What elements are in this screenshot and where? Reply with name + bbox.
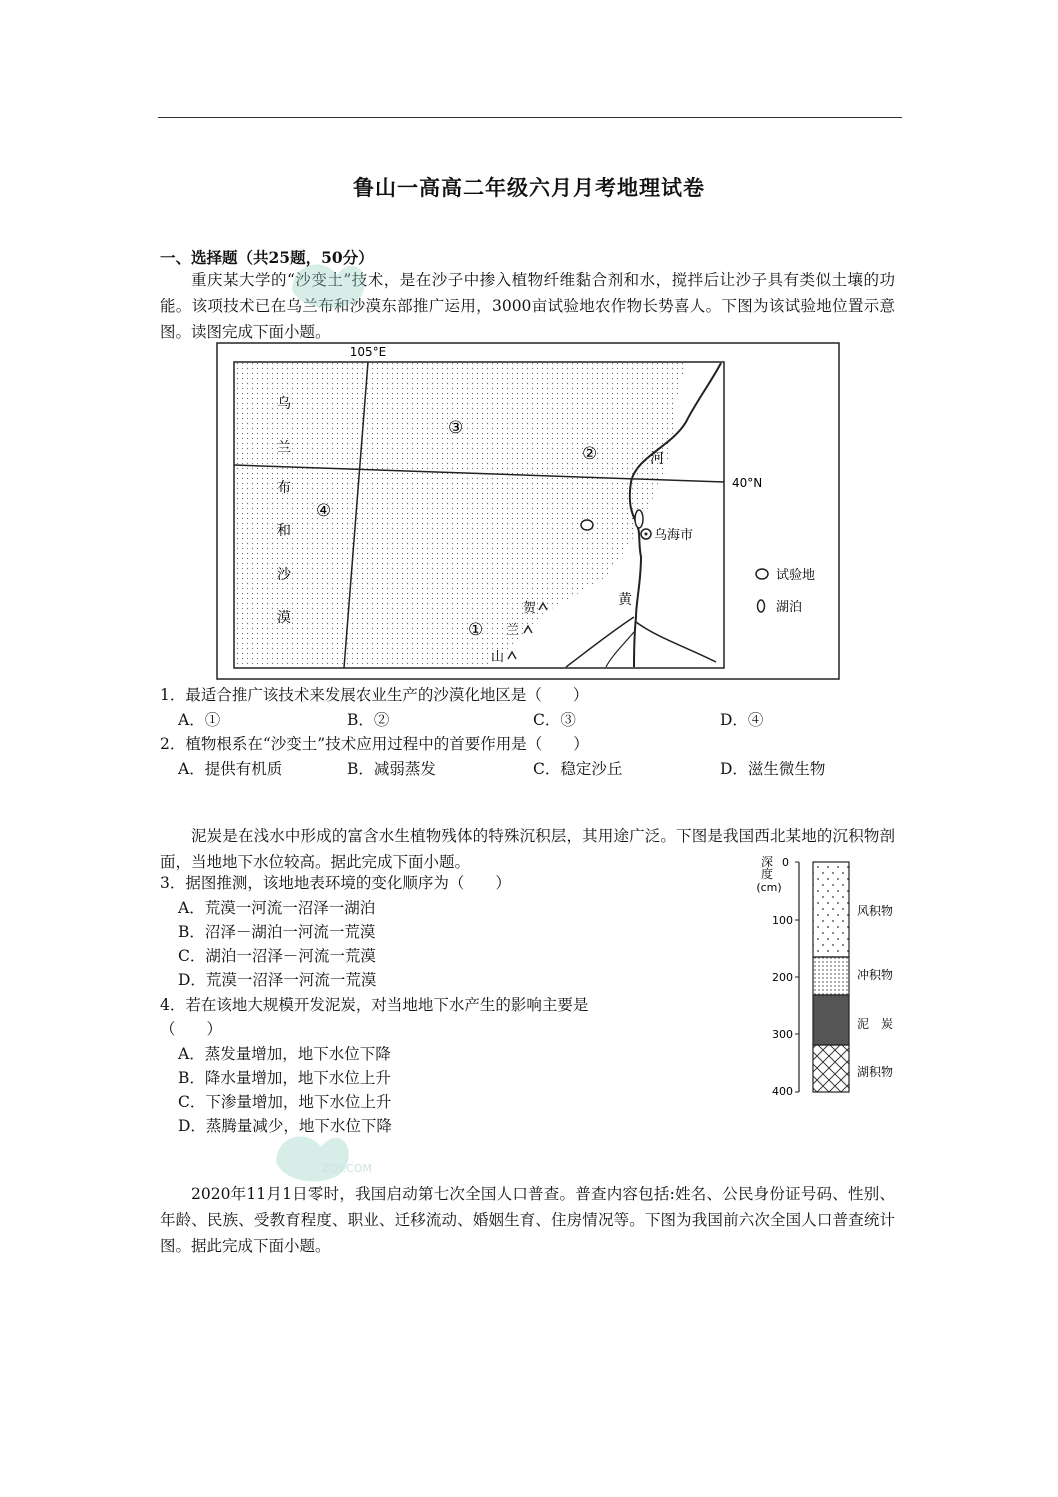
marker-2: ② — [582, 444, 598, 464]
lat-label: 40°N — [732, 476, 763, 490]
q4-option-b[interactable]: B．降水量增加，地下水位上升 — [178, 1069, 391, 1087]
desert-char: 乌 — [277, 396, 291, 412]
q3-option-a[interactable]: A．荒漠一河流一沼泽一湖泊 — [178, 899, 376, 917]
marker-3: ③ — [448, 418, 464, 438]
sediment-profile — [745, 852, 925, 1102]
q2-option-b[interactable]: B．减弱蒸发 — [347, 760, 436, 778]
tick-label: 300 — [772, 1028, 793, 1041]
q2-option-a[interactable]: A．提供有机质 — [178, 760, 283, 778]
location-map — [216, 342, 840, 680]
q2-option-c[interactable]: C．稳定沙丘 — [533, 760, 623, 778]
layer-alluvial — [813, 957, 849, 995]
question-4-stem: 4．若在该地大规模开发泥炭，对当地地下水产生的影响主要是 — [160, 996, 589, 1014]
watermark-text: ZQY.COM — [322, 1162, 373, 1175]
legend-lake-icon — [758, 600, 765, 612]
layer-aeolian — [813, 862, 849, 957]
desert-char: 和 — [277, 523, 291, 539]
marker-4: ④ — [316, 501, 332, 521]
intro-paragraph-3: 2020年11月1日零时，我国启动第七次全国人口普查。普查内容包括:姓名、公民身份证号码、性别、年龄、民族、受教育程度、职业、迁移流动、婚姻生育、住房情况等。下图为我国前六次全国人口普查统计图。据此完成下面小题。 — [160, 1185, 895, 1255]
tick-label: 400 — [772, 1085, 793, 1098]
q3-option-d[interactable]: D．荒漠一沼泽一河流一荒漠 — [178, 971, 377, 989]
legend-site-icon — [756, 569, 768, 579]
tick-label: 0 — [782, 856, 789, 869]
header-rule — [158, 117, 902, 118]
q1-option-c[interactable]: C．③ — [533, 711, 576, 729]
river-char-he: 河 — [650, 451, 664, 467]
depth-label: 度 — [760, 867, 774, 881]
depth-label: 深 — [760, 855, 774, 869]
q2-option-d[interactable]: D．滋生微生物 — [720, 760, 826, 778]
q1-option-d[interactable]: D．④ — [720, 711, 764, 729]
tick-label: 100 — [772, 914, 793, 927]
mountain-char: 兰 — [506, 623, 520, 638]
desert-char: 布 — [277, 480, 291, 496]
test-site-icon — [581, 520, 593, 530]
legend-site: 试验地 — [776, 568, 816, 583]
watermark-logo-top — [282, 245, 432, 315]
watermark-logo — [266, 1112, 416, 1192]
tick-label: 200 — [772, 971, 793, 984]
section-heading: 一、选择题（共25题，50分） — [160, 248, 374, 267]
river-char-huang: 黄 — [618, 592, 632, 608]
layer-peat — [813, 995, 849, 1045]
intro-paragraph-1: 重庆某大学的“沙变土”技术，是在沙子中掺入植物纤维黏合剂和水，搅拌后让沙子具有类似土壤的功能。该项技术已在乌兰布和沙漠东部推广运用，3000亩试验地农作物长势喜人。下图为该试验地位置示意图。读图完成下面小题。 — [160, 271, 895, 341]
layer-lacustrine — [813, 1045, 849, 1092]
layer-label: 泥 炭 — [857, 1017, 894, 1031]
page-title: 鲁山一高高二年级六月月考地理试卷 — [353, 175, 705, 200]
q4-option-a[interactable]: A．蒸发量增加，地下水位下降 — [178, 1045, 391, 1063]
q4-option-d[interactable]: D．蒸腾量减少，地下水位下降 — [178, 1117, 392, 1135]
desert-char: 沙 — [277, 567, 291, 583]
question-1-stem: 1．最适合推广该技术来发展农业生产的沙漠化地区是（ ） — [160, 686, 589, 704]
city-label: 乌海市 — [654, 528, 694, 543]
question-4-paren: （ ） — [160, 1020, 223, 1038]
q3-option-b[interactable]: B．沼泽－湖泊一河流一荒漠 — [178, 923, 376, 941]
mountain-char: 山 — [491, 650, 505, 665]
intro-paragraph-2: 泥炭是在浅水中形成的富含水生植物残体的特殊沉积层，其用途广泛。下图是我国西北某地的沉积物剖面，当地地下水位较高。据此完成下面小题。 — [160, 827, 895, 871]
question-2-stem: 2．植物根系在“沙变土”技术应用过程中的首要作用是（ ） — [160, 735, 589, 753]
question-3-stem: 3．据图推测，该地地表环境的变化顺序为（ ） — [160, 874, 511, 892]
lake-icon — [635, 510, 643, 528]
marker-1: ① — [468, 620, 484, 640]
desert-char: 兰 — [277, 440, 291, 456]
q1-option-b[interactable]: B．② — [347, 711, 390, 729]
lon-label: 105°E — [349, 345, 387, 359]
layer-label: 冲积物 — [857, 968, 894, 982]
desert-char: 漠 — [277, 610, 291, 626]
q4-option-c[interactable]: C．下渗量增加，地下水位上升 — [178, 1093, 392, 1111]
depth-unit: (cm) — [756, 881, 782, 894]
layer-label: 湖积物 — [857, 1065, 894, 1079]
legend-lake: 湖泊 — [776, 600, 803, 615]
q1-option-a[interactable]: A．① — [178, 711, 221, 729]
q3-option-c[interactable]: C．湖泊一沼泽－河流一荒漠 — [178, 947, 376, 965]
mountain-char: 贺 — [523, 601, 537, 616]
layer-label: 风积物 — [857, 904, 894, 918]
